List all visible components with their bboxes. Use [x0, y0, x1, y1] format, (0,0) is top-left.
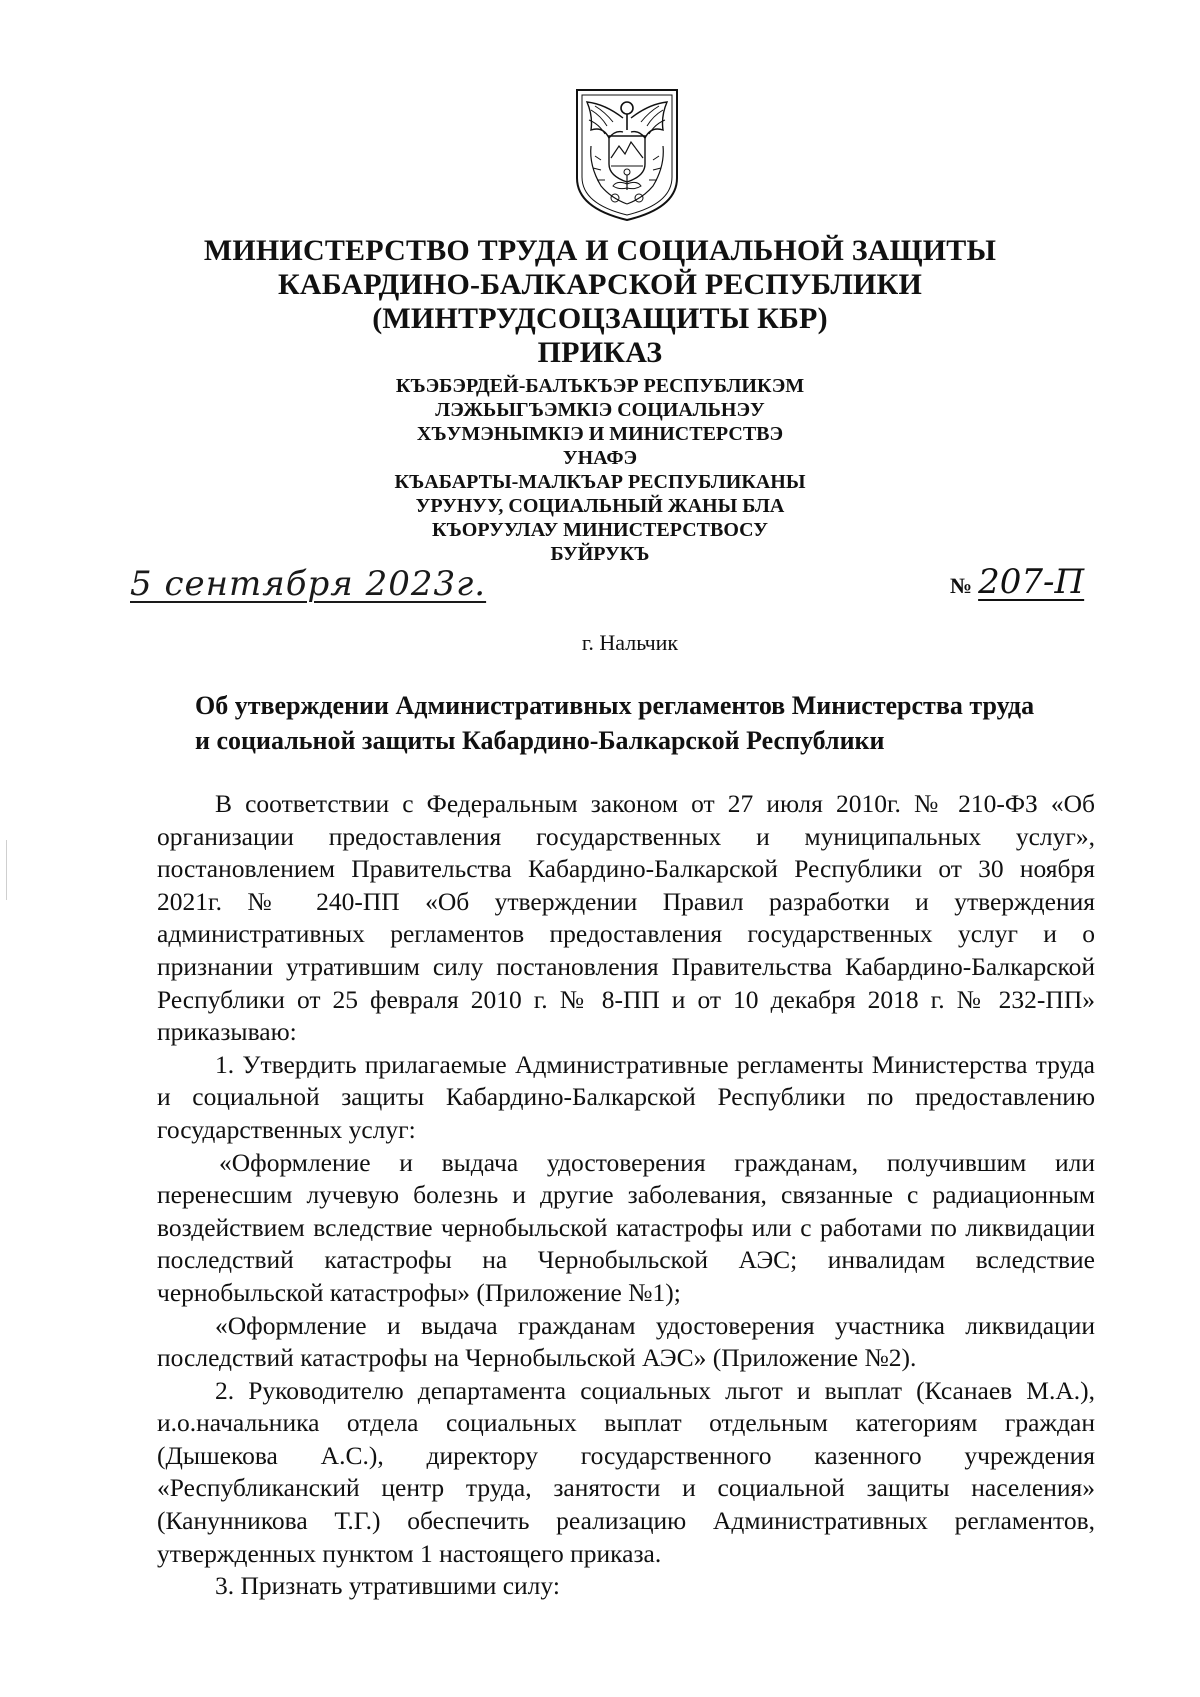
ministry-abbreviation: (МИНТРУДСОЦЗАЩИТЫ КБР): [372, 302, 828, 335]
document-body: [157, 788, 1095, 1603]
coat-of-arms-emblem-icon: [571, 86, 683, 224]
ministry-name-line: МИНИСТЕРСТВО ТРУДА И СОЦИАЛЬНОЙ ЗАЩИТЫ: [203, 234, 997, 267]
handwritten-number: 207-П: [978, 562, 1085, 602]
balkar-header-line: УРУНУУ, СОЦИАЛЬНЫЙ ЖАНЫ БЛА: [415, 495, 785, 517]
body-paragraph-item-3: 3. Признать утратившими силу:: [215, 1571, 560, 1601]
body-paragraph-item-2: 2. Руководителю департамента социальных льгот и выплат (Ксанаев М.А.), и.о.начальника отдела социальных выплат отдельным категориям граждан (Дышекова А.С.), директору государственного казенного учреждения «Республиканский центр труда, занятости и социальной защиты населения» (Канунникова Т.Г.) обеспечить реализацию Административных регламентов, утвержденных пунктом 1 настоящего приказа.: [157, 1375, 1095, 1568]
kabardian-header-line: КЪЭБЭРДЕЙ-БАЛЪКЪЭР РЕСПУБЛИКЭМ: [395, 375, 805, 397]
title-line: и социальной защиты Кабардино-Балкарской Республики: [195, 726, 885, 755]
body-paragraph-preamble: В соответствии с Федеральным законом от 27 июля 2010г. № 210-ФЗ «Об организации предоставления государственных и муниципальных услуг», постановлением Правительства Кабардино-Балкарской Республики от 30 ноября 2021г. № 240-ПП «Об утверждении Правил разработки и утверждения административных регламентов предоставления государственных услуг и о признании утратившим силу постановления Правительства Кабардино-Балкарской Республики от 25 февраля 2010 г. № 8-ПП и от 10 декабря 2018 г. № 232-ПП» приказываю:: [157, 789, 1095, 1047]
kabardian-header-line: ХЪУМЭНЫМКIЭ И МИНИСТЕРСТВЭ: [416, 423, 784, 445]
republic-name-line: КАБАРДИНО-БАЛКАРСКОЙ РЕСПУБЛИКИ: [277, 268, 923, 301]
document-title: [195, 688, 1105, 758]
body-paragraph-regulation-1: «Оформление и выдача удостоверения гражданам, получившим или перенесшим лучевую болезнь и другие заболевания, связанные с радиационным воздействием вследствие чернобыльской катастрофы или с работами по ликвидации последствий катастрофы на Чернобыльской АЭС; инвалидам вследствие чернобыльской катастрофы» (Приложение №1);: [157, 1147, 1095, 1307]
document-header: [150, 234, 1050, 566]
kabardian-header-block: [150, 374, 1050, 566]
title-line: Об утверждении Административных регламентов Министерства труда: [195, 691, 1035, 720]
kabardian-header-line: УНАФЭ: [562, 447, 638, 469]
balkar-header-line: КЪАБАРТЫ-МАЛКЪАР РЕСПУБЛИКАНЫ: [394, 471, 806, 493]
kabardian-header-line: ЛЭЖЬЫГЪЭМКIЭ СОЦИАЛЬНЭУ: [435, 399, 765, 421]
balkar-header-line: КЪОРУУЛАУ МИНИСТЕРСТВОСУ: [432, 519, 768, 541]
scan-edge-mark: [6, 840, 7, 900]
number-label: №: [950, 573, 973, 598]
handwritten-date: 5 сентября 2023г.: [130, 564, 487, 604]
city-line: г. Нальчик: [581, 630, 679, 655]
order-word: ПРИКАЗ: [537, 336, 663, 369]
order-number: [950, 562, 1084, 602]
body-paragraph-regulation-2: «Оформление и выдача гражданам удостоверения участника ликвидации последствий катастрофы на Чернобыльской АЭС» (Приложение №2).: [157, 1310, 1095, 1373]
body-paragraph-item-1: 1. Утвердить прилагаемые Административные регламенты Министерства труда и социальной защиты Кабардино-Балкарской Республики по предоставлению государственных услуг:: [157, 1049, 1095, 1144]
balkar-header-line: БУЙРУКЪ: [550, 543, 650, 565]
